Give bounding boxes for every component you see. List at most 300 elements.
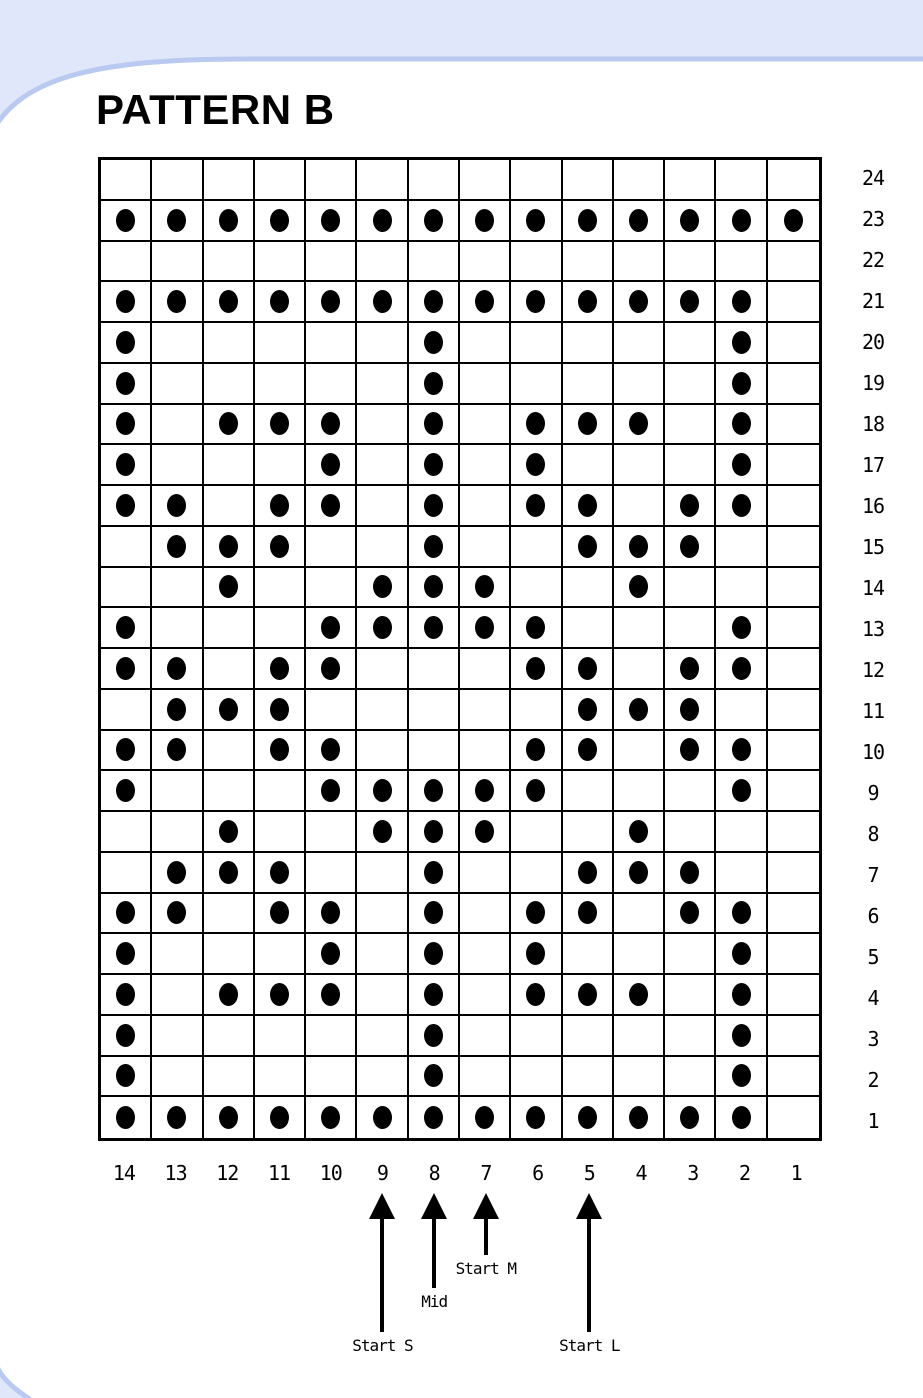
cell-r14-c8 — [409, 568, 460, 609]
cell-r14-c7 — [460, 568, 511, 609]
cell-r14-c1 — [768, 568, 819, 609]
cell-r8-c8 — [409, 812, 460, 853]
stitch-dot — [219, 861, 238, 884]
cell-r3-c9 — [357, 1016, 408, 1057]
cell-r18-c11 — [255, 405, 306, 446]
stitch-dot — [526, 616, 545, 639]
cell-r22-c2 — [716, 242, 767, 283]
cell-r18-c2 — [716, 405, 767, 446]
stitch-dot — [680, 901, 699, 924]
cell-r17-c8 — [409, 445, 460, 486]
cell-r17-c9 — [357, 445, 408, 486]
row-label-22: 22 — [861, 247, 885, 272]
cell-r21-c3 — [665, 282, 716, 323]
stitch-dot — [732, 209, 751, 232]
cell-r22-c3 — [665, 242, 716, 283]
cell-r24-c9 — [357, 160, 408, 201]
stitch-dot — [373, 575, 392, 598]
cell-r8-c5 — [563, 812, 614, 853]
cell-r8-c13 — [152, 812, 203, 853]
stitch-dot — [219, 535, 238, 558]
stitch-dot — [321, 494, 340, 517]
col-label-7: 7 — [480, 1161, 492, 1185]
start-s-arrow-head — [369, 1193, 395, 1219]
cell-r17-c2 — [716, 445, 767, 486]
cell-r10-c11 — [255, 731, 306, 772]
stitch-dot — [424, 575, 443, 598]
cell-r12-c12 — [204, 649, 255, 690]
cell-r2-c5 — [563, 1057, 614, 1098]
cell-r17-c1 — [768, 445, 819, 486]
cell-r6-c11 — [255, 894, 306, 935]
stitch-dot — [321, 1106, 340, 1129]
stitch-dot — [526, 1106, 545, 1129]
cell-r2-c2 — [716, 1057, 767, 1098]
cell-r15-c9 — [357, 527, 408, 568]
cell-r17-c11 — [255, 445, 306, 486]
cell-r4-c10 — [306, 975, 357, 1016]
cell-r16-c9 — [357, 486, 408, 527]
stitch-dot — [270, 1106, 289, 1129]
stitch-dot — [629, 575, 648, 598]
cell-r9-c2 — [716, 771, 767, 812]
row-label-11: 11 — [861, 698, 885, 723]
cell-r1-c1 — [768, 1097, 819, 1138]
cell-r24-c13 — [152, 160, 203, 201]
row-label-23: 23 — [861, 206, 885, 231]
cell-r11-c14 — [101, 690, 152, 731]
cell-r23-c11 — [255, 201, 306, 242]
cell-r20-c2 — [716, 323, 767, 364]
cell-r17-c10 — [306, 445, 357, 486]
stitch-dot — [321, 779, 340, 802]
cell-r4-c11 — [255, 975, 306, 1016]
row-label-1: 1 — [867, 1108, 879, 1133]
cell-r5-c6 — [511, 934, 562, 975]
cell-r4-c2 — [716, 975, 767, 1016]
cell-r9-c9 — [357, 771, 408, 812]
stitch-dot — [629, 412, 648, 435]
stitch-dot — [578, 209, 597, 232]
cell-r7-c7 — [460, 853, 511, 894]
cell-r14-c14 — [101, 568, 152, 609]
cell-r22-c13 — [152, 242, 203, 283]
cell-r9-c1 — [768, 771, 819, 812]
stitch-dot — [424, 820, 443, 843]
cell-r21-c1 — [768, 282, 819, 323]
cell-r19-c12 — [204, 364, 255, 405]
stitch-dot — [526, 412, 545, 435]
stitch-dot — [629, 1106, 648, 1129]
stitch-dot — [578, 1106, 597, 1129]
cell-r7-c12 — [204, 853, 255, 894]
cell-r18-c8 — [409, 405, 460, 446]
cell-r24-c14 — [101, 160, 152, 201]
cell-r22-c9 — [357, 242, 408, 283]
cell-r21-c6 — [511, 282, 562, 323]
cell-r10-c13 — [152, 731, 203, 772]
col-label-5: 5 — [583, 1161, 595, 1185]
cell-r21-c13 — [152, 282, 203, 323]
stitch-dot — [475, 820, 494, 843]
cell-r9-c4 — [614, 771, 665, 812]
cell-r4-c13 — [152, 975, 203, 1016]
cell-r23-c7 — [460, 201, 511, 242]
cell-r15-c8 — [409, 527, 460, 568]
cell-r7-c1 — [768, 853, 819, 894]
stitch-dot — [629, 820, 648, 843]
cell-r6-c3 — [665, 894, 716, 935]
cell-r20-c5 — [563, 323, 614, 364]
cell-r20-c3 — [665, 323, 716, 364]
row-label-13: 13 — [861, 616, 885, 641]
stitch-dot — [270, 983, 289, 1006]
cell-r18-c6 — [511, 405, 562, 446]
cell-r1-c8 — [409, 1097, 460, 1138]
cell-r6-c1 — [768, 894, 819, 935]
cell-r15-c12 — [204, 527, 255, 568]
stitch-dot — [732, 901, 751, 924]
cell-r12-c7 — [460, 649, 511, 690]
cell-r23-c2 — [716, 201, 767, 242]
cell-r12-c5 — [563, 649, 614, 690]
stitch-dot — [578, 494, 597, 517]
cell-r13-c2 — [716, 608, 767, 649]
stitch-dot — [424, 535, 443, 558]
cell-r18-c4 — [614, 405, 665, 446]
cell-r14-c9 — [357, 568, 408, 609]
cell-r21-c12 — [204, 282, 255, 323]
stitch-dot — [629, 861, 648, 884]
cell-r4-c12 — [204, 975, 255, 1016]
cell-r19-c2 — [716, 364, 767, 405]
cell-r20-c11 — [255, 323, 306, 364]
cell-r5-c11 — [255, 934, 306, 975]
cell-r17-c3 — [665, 445, 716, 486]
cell-r7-c10 — [306, 853, 357, 894]
cell-r13-c10 — [306, 608, 357, 649]
cell-r3-c11 — [255, 1016, 306, 1057]
cell-r17-c6 — [511, 445, 562, 486]
row-label-14: 14 — [861, 575, 885, 600]
cell-r13-c6 — [511, 608, 562, 649]
col-label-13: 13 — [164, 1161, 187, 1185]
cell-r13-c8 — [409, 608, 460, 649]
cell-r2-c10 — [306, 1057, 357, 1098]
stitch-dot — [732, 290, 751, 313]
stitch-dot — [526, 209, 545, 232]
stitch-dot — [116, 901, 135, 924]
cell-r23-c1 — [768, 201, 819, 242]
cell-r1-c7 — [460, 1097, 511, 1138]
cell-r24-c10 — [306, 160, 357, 201]
cell-r22-c5 — [563, 242, 614, 283]
cell-r1-c11 — [255, 1097, 306, 1138]
cell-r24-c11 — [255, 160, 306, 201]
cell-r4-c6 — [511, 975, 562, 1016]
stitch-dot — [424, 331, 443, 354]
cell-r18-c12 — [204, 405, 255, 446]
cell-r9-c3 — [665, 771, 716, 812]
cell-r20-c8 — [409, 323, 460, 364]
cell-r8-c11 — [255, 812, 306, 853]
cell-r2-c14 — [101, 1057, 152, 1098]
cell-r12-c14 — [101, 649, 152, 690]
cell-r2-c6 — [511, 1057, 562, 1098]
stitch-dot — [784, 209, 803, 232]
row-label-16: 16 — [861, 493, 885, 518]
cell-r1-c5 — [563, 1097, 614, 1138]
cell-r14-c5 — [563, 568, 614, 609]
cell-r9-c5 — [563, 771, 614, 812]
cell-r8-c9 — [357, 812, 408, 853]
cell-r4-c1 — [768, 975, 819, 1016]
cell-r17-c5 — [563, 445, 614, 486]
row-label-21: 21 — [861, 288, 885, 313]
start-m-arrow-head — [473, 1193, 499, 1219]
stitch-dot — [424, 453, 443, 476]
cell-r24-c8 — [409, 160, 460, 201]
stitch-dot — [424, 372, 443, 395]
stitch-dot — [167, 698, 186, 721]
cell-r22-c1 — [768, 242, 819, 283]
cell-r7-c8 — [409, 853, 460, 894]
cell-r7-c3 — [665, 853, 716, 894]
stitch-dot — [526, 453, 545, 476]
cell-r11-c6 — [511, 690, 562, 731]
cell-r15-c10 — [306, 527, 357, 568]
stitch-dot — [167, 535, 186, 558]
cell-r17-c13 — [152, 445, 203, 486]
stitch-dot — [270, 290, 289, 313]
cell-r19-c3 — [665, 364, 716, 405]
cell-r19-c5 — [563, 364, 614, 405]
stitch-dot — [578, 901, 597, 924]
cell-r22-c10 — [306, 242, 357, 283]
stitch-dot — [321, 209, 340, 232]
cell-r24-c7 — [460, 160, 511, 201]
cell-r15-c5 — [563, 527, 614, 568]
cell-r7-c11 — [255, 853, 306, 894]
col-label-8: 8 — [428, 1161, 440, 1185]
stitch-dot — [475, 1106, 494, 1129]
col-label-3: 3 — [687, 1161, 699, 1185]
cell-r2-c4 — [614, 1057, 665, 1098]
cell-r16-c14 — [101, 486, 152, 527]
stitch-dot — [116, 779, 135, 802]
cell-r6-c4 — [614, 894, 665, 935]
cell-r2-c8 — [409, 1057, 460, 1098]
stitch-dot — [578, 657, 597, 680]
stitch-dot — [424, 1106, 443, 1129]
cell-r1-c3 — [665, 1097, 716, 1138]
stitch-dot — [732, 453, 751, 476]
stitch-dot — [732, 372, 751, 395]
row-label-9: 9 — [867, 780, 879, 805]
cell-r15-c6 — [511, 527, 562, 568]
stitch-dot — [116, 494, 135, 517]
cell-r21-c8 — [409, 282, 460, 323]
cell-r18-c1 — [768, 405, 819, 446]
cell-r16-c11 — [255, 486, 306, 527]
cell-r20-c7 — [460, 323, 511, 364]
stitch-dot — [680, 209, 699, 232]
stitch-dot — [424, 779, 443, 802]
cell-r22-c7 — [460, 242, 511, 283]
cell-r11-c7 — [460, 690, 511, 731]
cell-r11-c1 — [768, 690, 819, 731]
stitch-dot — [578, 861, 597, 884]
stitch-dot — [732, 494, 751, 517]
cell-r14-c13 — [152, 568, 203, 609]
cell-r21-c7 — [460, 282, 511, 323]
cell-r19-c7 — [460, 364, 511, 405]
cell-r23-c13 — [152, 201, 203, 242]
col-label-14: 14 — [112, 1161, 135, 1185]
stitch-dot — [116, 1024, 135, 1047]
stitch-dot — [578, 535, 597, 558]
cell-r22-c8 — [409, 242, 460, 283]
cell-r16-c3 — [665, 486, 716, 527]
row-label-10: 10 — [861, 739, 885, 764]
col-label-10: 10 — [319, 1161, 342, 1185]
cell-r3-c10 — [306, 1016, 357, 1057]
stitch-dot — [116, 983, 135, 1006]
cell-r8-c1 — [768, 812, 819, 853]
stitch-dot — [680, 1106, 699, 1129]
stitch-dot — [219, 698, 238, 721]
cell-r21-c4 — [614, 282, 665, 323]
cell-r5-c5 — [563, 934, 614, 975]
row-label-5: 5 — [867, 944, 879, 969]
cell-r9-c10 — [306, 771, 357, 812]
cell-r20-c10 — [306, 323, 357, 364]
cell-r9-c6 — [511, 771, 562, 812]
stitch-dot — [526, 290, 545, 313]
cell-r19-c1 — [768, 364, 819, 405]
col-label-11: 11 — [267, 1161, 291, 1185]
stitch-dot — [321, 738, 340, 761]
mid-label: Mid — [421, 1292, 448, 1311]
cell-r12-c11 — [255, 649, 306, 690]
cell-r22-c11 — [255, 242, 306, 283]
cell-r4-c3 — [665, 975, 716, 1016]
cell-r7-c2 — [716, 853, 767, 894]
cell-r10-c12 — [204, 731, 255, 772]
row-label-2: 2 — [867, 1067, 879, 1092]
start-l-arrow-head — [576, 1193, 602, 1219]
cell-r3-c14 — [101, 1016, 152, 1057]
stitch-dot — [167, 657, 186, 680]
cell-r13-c3 — [665, 608, 716, 649]
cell-r22-c14 — [101, 242, 152, 283]
start-l-label: Start L — [559, 1336, 620, 1355]
cell-r17-c7 — [460, 445, 511, 486]
stitch-dot — [116, 290, 135, 313]
cell-r7-c5 — [563, 853, 614, 894]
cell-r13-c5 — [563, 608, 614, 649]
stitch-dot — [732, 412, 751, 435]
cell-r1-c14 — [101, 1097, 152, 1138]
cell-r2-c7 — [460, 1057, 511, 1098]
stitch-dot — [321, 453, 340, 476]
cell-r19-c4 — [614, 364, 665, 405]
stitch-dot — [578, 983, 597, 1006]
cell-r17-c14 — [101, 445, 152, 486]
cell-r12-c3 — [665, 649, 716, 690]
row-label-8: 8 — [867, 821, 879, 846]
cell-r14-c12 — [204, 568, 255, 609]
col-label-12: 12 — [216, 1161, 239, 1185]
row-label-20: 20 — [861, 329, 885, 354]
cell-r20-c14 — [101, 323, 152, 364]
stitch-dot — [732, 779, 751, 802]
cell-r10-c5 — [563, 731, 614, 772]
cell-r15-c13 — [152, 527, 203, 568]
cell-r23-c10 — [306, 201, 357, 242]
cell-r14-c11 — [255, 568, 306, 609]
cell-r23-c8 — [409, 201, 460, 242]
stitch-dot — [167, 738, 186, 761]
cell-r8-c6 — [511, 812, 562, 853]
cell-r11-c8 — [409, 690, 460, 731]
cell-r19-c8 — [409, 364, 460, 405]
cell-r18-c10 — [306, 405, 357, 446]
stitch-dot — [321, 290, 340, 313]
cell-r10-c14 — [101, 731, 152, 772]
cell-r1-c6 — [511, 1097, 562, 1138]
cell-r23-c14 — [101, 201, 152, 242]
stitch-dot — [424, 412, 443, 435]
cell-r15-c3 — [665, 527, 716, 568]
row-label-19: 19 — [861, 370, 885, 395]
cell-r24-c1 — [768, 160, 819, 201]
cell-r9-c12 — [204, 771, 255, 812]
stitch-dot — [167, 209, 186, 232]
cell-r16-c4 — [614, 486, 665, 527]
stitch-dot — [629, 983, 648, 1006]
cell-r16-c8 — [409, 486, 460, 527]
cell-r24-c2 — [716, 160, 767, 201]
cell-r5-c2 — [716, 934, 767, 975]
cell-r8-c10 — [306, 812, 357, 853]
cell-r9-c7 — [460, 771, 511, 812]
cell-r3-c5 — [563, 1016, 614, 1057]
cell-r23-c4 — [614, 201, 665, 242]
cell-r16-c10 — [306, 486, 357, 527]
cell-r21-c11 — [255, 282, 306, 323]
cell-r6-c13 — [152, 894, 203, 935]
cell-r19-c9 — [357, 364, 408, 405]
stitch-dot — [475, 616, 494, 639]
stitch-dot — [270, 535, 289, 558]
stitch-dot — [270, 738, 289, 761]
cell-r2-c11 — [255, 1057, 306, 1098]
col-labels — [98, 1158, 822, 1188]
stitch-dot — [424, 1064, 443, 1087]
cell-r8-c3 — [665, 812, 716, 853]
cell-r2-c13 — [152, 1057, 203, 1098]
cell-r11-c11 — [255, 690, 306, 731]
cell-r24-c3 — [665, 160, 716, 201]
cell-r21-c10 — [306, 282, 357, 323]
stitch-dot — [732, 983, 751, 1006]
cell-r10-c1 — [768, 731, 819, 772]
stitch-dot — [526, 901, 545, 924]
cell-r11-c3 — [665, 690, 716, 731]
cell-r14-c4 — [614, 568, 665, 609]
stitch-dot — [270, 657, 289, 680]
